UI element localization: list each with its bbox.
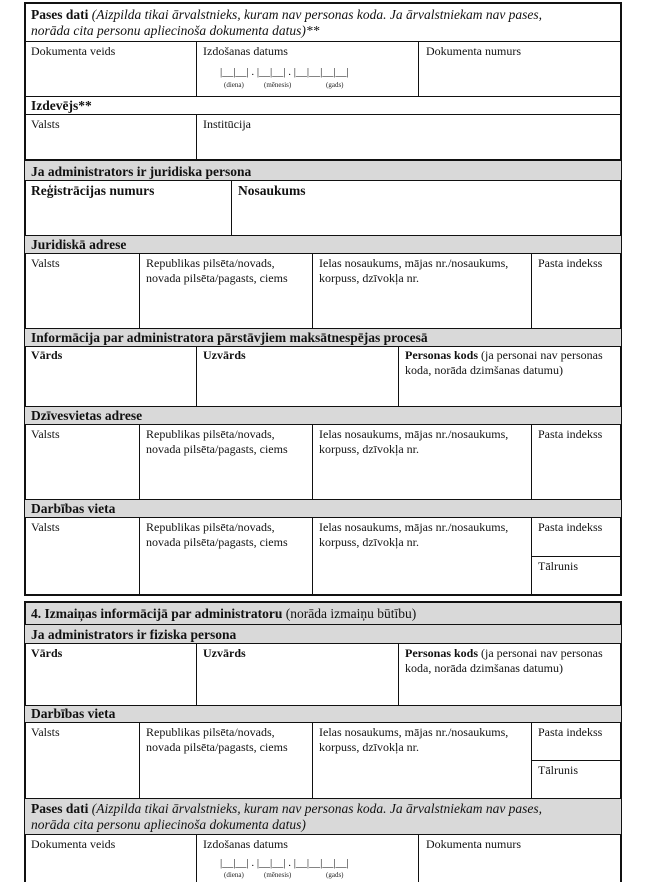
issue2-date-field[interactable]: Izdošanas datums (203, 837, 288, 851)
legal-person-title: Ja administrators ir juridiska persona (31, 164, 252, 179)
residence-street-field[interactable]: Ielas nosaukums, mājas nr./nosaukums, korpuss, dzīvokļa nr. (319, 427, 509, 456)
date-month-label: (mēnesis) (264, 81, 292, 89)
rep-personal-code-field[interactable]: Personas kods (ja personai nav personas koda, norāda dzimšanas datumu) (405, 348, 603, 377)
s4-last-name-field[interactable]: Uzvārds (203, 646, 246, 660)
doc2-type-field[interactable]: Dokumenta veids (31, 837, 116, 851)
issuer-title: Izdevējs** (31, 98, 92, 113)
issuer-institution-field[interactable]: Institūcija (203, 117, 251, 131)
legal-street-field[interactable]: Ielas nosaukums, mājas nr./nosaukums, korpuss, dzīvokļa nr. (319, 256, 509, 285)
s4-personal-code-field[interactable]: Personas kods (ja personai nav personas koda, norāda dzimšanas datumu) (405, 646, 603, 675)
workplace-country-field[interactable]: Valsts (31, 520, 60, 534)
workplace-city-field[interactable]: Republikas pilsēta/novads, novada pilsēta/pagasts, ciems (146, 520, 288, 549)
doc2-number-field[interactable]: Dokumenta numurs (426, 837, 521, 851)
workplace2-street-field[interactable]: Ielas nosaukums, mājas nr./nosaukums, korpuss, dzīvokļa nr. (319, 725, 509, 754)
rep-last-name-field[interactable]: Uzvārds (203, 348, 246, 362)
rep-first-name-field[interactable]: Vārds (31, 348, 63, 362)
date2-month-label: (mēnesis) (264, 871, 292, 879)
date-year-label: (gads) (326, 81, 344, 89)
legal-address-title: Juridiskā adrese (31, 237, 127, 252)
workplace-postal-field[interactable]: Pasta indekss (538, 520, 603, 534)
workplace2-title: Darbības vieta (31, 706, 116, 721)
date2-day-label: (diena) (224, 871, 244, 879)
workplace2-country-field[interactable]: Valsts (31, 725, 60, 739)
date-mask: |__|__| . |__|__| . |__|__|__|__| (220, 66, 349, 78)
passport-section-note: norāda cita personu apliecinoša dokumenta datus)** (31, 23, 320, 38)
passport-section-title: Pases dati (Aizpilda tikai ārvalstnieks, kuram nav personas koda. Ja ārvalstniekam nav pases, (31, 7, 543, 22)
residence-postal-field[interactable]: Pasta indekss (538, 427, 603, 441)
reg-number-field[interactable]: Reģistrācijas numurs (31, 183, 155, 198)
workplace-street-field[interactable]: Ielas nosaukums, mājas nr./nosaukums, korpuss, dzīvokļa nr. (319, 520, 509, 549)
issuer-country-field[interactable]: Valsts (31, 117, 60, 131)
passport2-section-note: norāda cita personu apliecinoša dokumenta datus) (31, 817, 306, 832)
residence-title: Dzīvesvietas adrese (31, 408, 143, 423)
doc-type-field[interactable]: Dokumenta veids (31, 44, 116, 58)
legal-name-field[interactable]: Nosaukums (238, 183, 306, 198)
legal-country-field[interactable]: Valsts (31, 256, 60, 270)
date2-year-label: (gads) (326, 871, 344, 879)
legal-postal-field[interactable]: Pasta indekss (538, 256, 603, 270)
legal-city-field[interactable]: Republikas pilsēta/novads, novada pilsēta/pagasts, ciems (146, 256, 288, 285)
workplace2-postal-field[interactable]: Pasta indekss (538, 725, 603, 739)
residence-city-field[interactable]: Republikas pilsēta/novads, novada pilsēta/pagasts, ciems (146, 427, 288, 456)
issue-date-field[interactable]: Izdošanas datums (203, 44, 288, 58)
workplace2-city-field[interactable]: Republikas pilsēta/novads, novada pilsēta/pagasts, ciems (146, 725, 288, 754)
workplace-phone-field[interactable]: Tālrunis (538, 559, 578, 573)
workplace-title: Darbības vieta (31, 501, 116, 516)
natural-person-title: Ja administrators ir fiziska persona (31, 627, 237, 642)
residence-country-field[interactable]: Valsts (31, 427, 60, 441)
date2-mask: |__|__| . |__|__| . |__|__|__|__| (220, 857, 349, 869)
representatives-title: Informācija par administratora pārstāvjiem maksātnespējas procesā (31, 330, 428, 345)
doc-number-field[interactable]: Dokumenta numurs (426, 44, 521, 58)
s4-first-name-field[interactable]: Vārds (31, 646, 63, 660)
passport2-section-title: Pases dati (Aizpilda tikai ārvalstnieks, kuram nav personas koda. Ja ārvalstniekam nav pases, (31, 801, 543, 816)
date-day-label: (diena) (224, 81, 244, 89)
section4-title: 4. Izmaiņas informācijā par administratoru (norāda izmaiņu būtību) (31, 606, 417, 621)
workplace2-phone-field[interactable]: Tālrunis (538, 763, 578, 777)
